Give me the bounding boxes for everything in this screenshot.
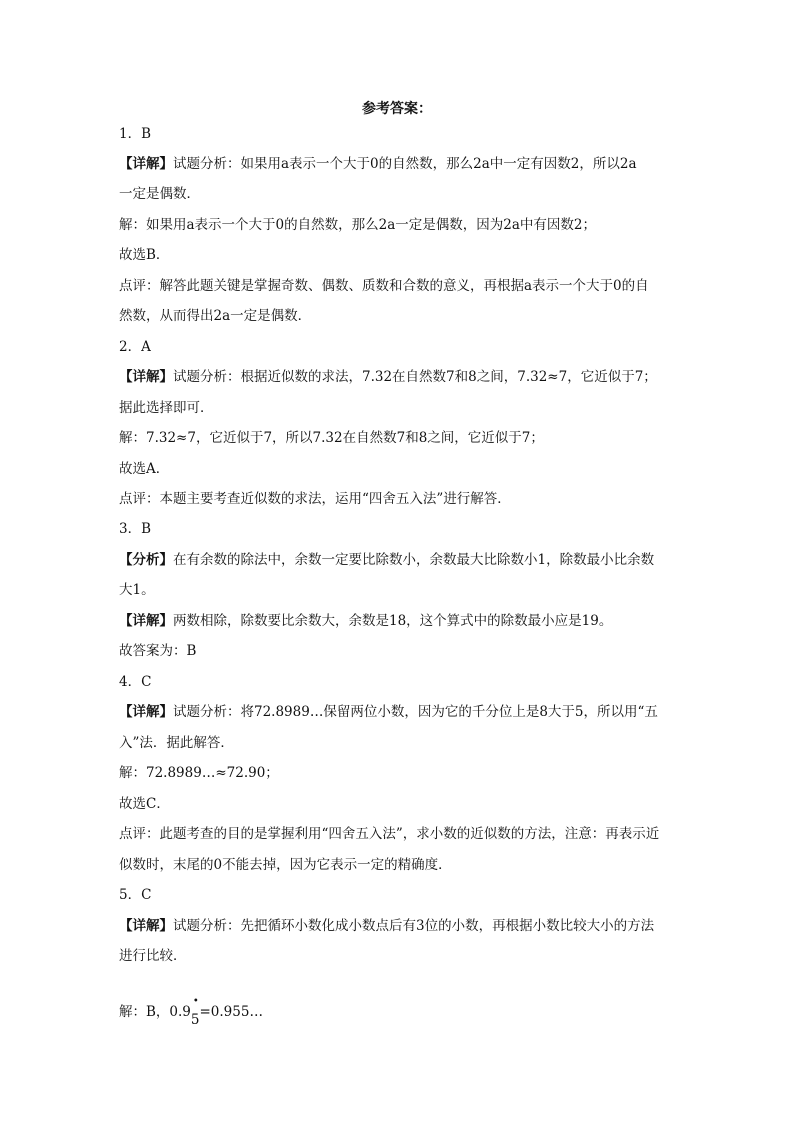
q3-detail-line: 【详解】两数相除，除数要比余数大，余数是18，这个算式中的除数最小应是19。 — [119, 613, 613, 629]
repeating-digit: • 5 — [190, 996, 200, 1028]
repeating-dot-mark: • — [192, 996, 199, 1007]
q2-answer-line: 2．A — [119, 339, 151, 355]
q1-solution-line: 解：如果用a表示一个大于0的自然数，那么2a一定是偶数，因为2a中有因数2； — [119, 217, 597, 233]
q4-comment-line-2: 似数时，末尾的0不能去掉，因为它表示一定的精确度． — [119, 857, 452, 873]
page-title: 参考答案： — [362, 101, 432, 117]
q1-choice-line: 故选B． — [119, 247, 170, 263]
q5-answer-line: 5．C — [119, 887, 152, 903]
q3-analysis-line-2: 大1。 — [119, 582, 155, 598]
q4-comment-line-1: 点评：此题考查的目的是掌握利用“四舍五入法”，求小数的近似数的方法，注意：再表示近 — [119, 826, 660, 842]
q1-answer-line: 1．B — [119, 126, 152, 142]
q4-choice-line: 故选C． — [119, 796, 170, 812]
q5-solution-line — [119, 996, 263, 1028]
q1-comment-line-1: 点评：解答此题关键是掌握奇数、偶数、质数和合数的意义，再根据a表示一个大于0的自 — [119, 278, 649, 294]
q2-detail-line-1: 【详解】试题分析：根据近似数的求法，7.32在自然数7和8之间，7.32≈7，它近似于7； — [119, 369, 657, 385]
q4-solution-line: 解：72.8989…≈72.90； — [119, 765, 279, 781]
q2-choice-line: 故选A． — [119, 461, 170, 477]
q5-detail-line-2: 进行比较． — [119, 948, 187, 964]
q2-detail-line-2: 据此选择即可． — [119, 400, 214, 416]
q1-comment-line-2: 然数，从而得出2a一定是偶数． — [119, 308, 312, 324]
q2-solution-line: 解：7.32≈7，它近似于7，所以7.32在自然数7和8之间，它近似于7； — [119, 430, 544, 446]
q1-detail-line-2: 一定是偶数． — [119, 186, 200, 202]
q5-detail-line-1: 【详解】试题分析：先把循环小数化成小数点后有3位的小数，再根据小数比较大小的方法 — [119, 918, 655, 934]
q3-analysis-line-1: 【分析】在有余数的除法中，余数一定要比除数小，余数最大比除数小1，除数最小比余数 — [119, 552, 655, 568]
q4-detail-line-1: 【详解】试题分析：将72.8989…保留两位小数，因为它的千分位上是8大于5，所以用“五 — [119, 704, 658, 720]
q4-answer-line: 4．C — [119, 674, 152, 690]
q2-comment-line: 点评：本题主要考查近似数的求法，运用“四舍五入法”进行解答． — [119, 491, 511, 507]
q3-choice-line: 故答案为：B — [119, 643, 197, 659]
q3-answer-line: 3．B — [119, 521, 152, 537]
q5-solution-suffix: =0.955… — [199, 1004, 263, 1020]
q5-solution-prefix: 解：B，0.9 — [119, 1004, 191, 1020]
q1-detail-line-1: 【详解】试题分析：如果用a表示一个大于0的自然数，那么2a中一定有因数2，所以2a — [119, 156, 637, 172]
q4-detail-line-2: 入”法．据此解答． — [119, 735, 234, 751]
